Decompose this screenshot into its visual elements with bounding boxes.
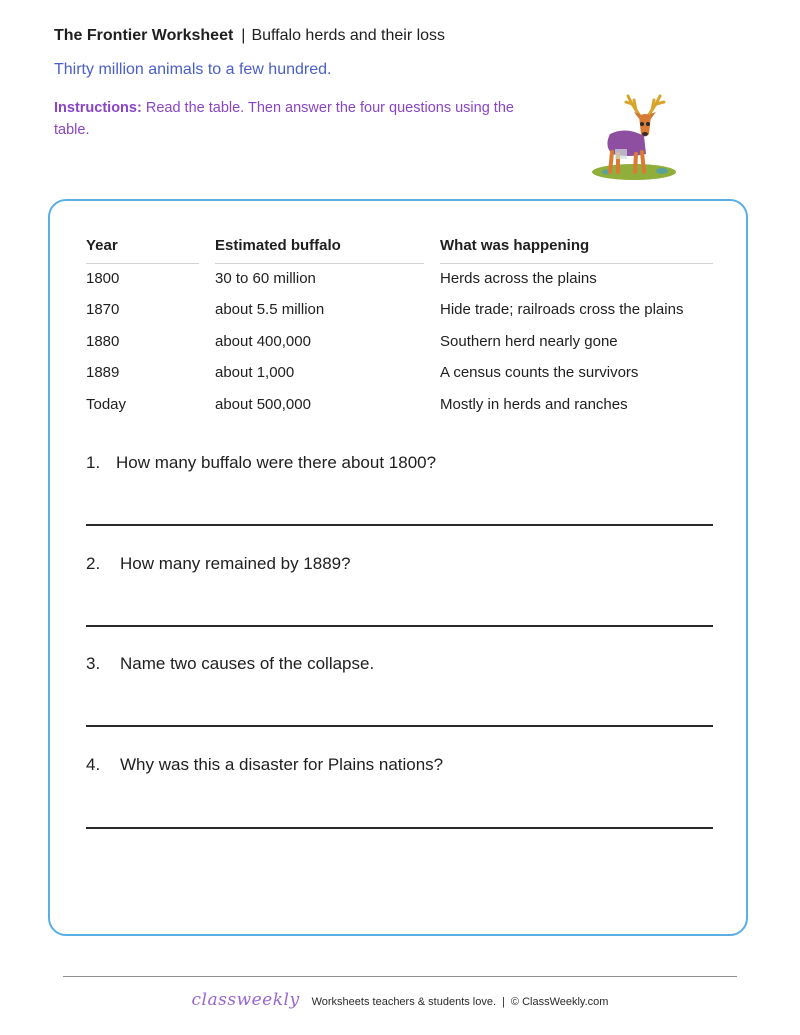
- event-cell: Herds across the plains: [440, 270, 597, 287]
- question-number: 4.: [86, 755, 101, 774]
- deer-icon: [588, 94, 680, 184]
- column-header-what-was-happening: What was happening: [440, 237, 590, 254]
- buffalo-count-cell: about 1,000: [215, 364, 295, 381]
- instructions-label: Instructions:: [54, 100, 142, 116]
- question-3: [86, 654, 374, 674]
- instructions: [54, 97, 534, 141]
- year-cell: 1880: [86, 333, 120, 350]
- column-header-year: Year: [86, 237, 118, 254]
- buffalo-count-cell: about 5.5 million: [215, 301, 325, 318]
- event-cell: Hide trade; railroads cross the plains: [440, 301, 684, 318]
- brand-logo: classweekly: [191, 990, 300, 1010]
- question-4: [86, 755, 443, 775]
- year-cell: Today: [86, 396, 127, 413]
- column-header-estimated-buffalo: Estimated buffalo: [215, 237, 341, 254]
- question-1: [86, 453, 436, 473]
- answer-line-4[interactable]: [86, 827, 713, 829]
- header-divider: [215, 263, 424, 264]
- topic-title: Buffalo herds and their loss: [251, 27, 446, 44]
- question-text: Name two causes of the collapse.: [120, 654, 375, 673]
- question-number: 2.: [86, 554, 101, 573]
- buffalo-count-cell: 30 to 60 million: [215, 270, 316, 287]
- footer-separator: |: [502, 996, 505, 1008]
- question-text: How many remained by 1889?: [120, 554, 351, 573]
- footer-copyright: © ClassWeekly.com: [510, 996, 609, 1008]
- subtitle: Thirty million animals to a few hundred.: [54, 61, 332, 78]
- worksheet-header: [54, 27, 445, 45]
- buffalo-count-cell: about 400,000: [215, 333, 311, 350]
- buffalo-count-cell: about 500,000: [215, 396, 311, 413]
- footer-divider: [63, 976, 737, 977]
- answer-line-1[interactable]: [86, 524, 713, 526]
- year-cell: 1870: [86, 301, 120, 318]
- question-number: 1.: [86, 453, 101, 472]
- question-number: 3.: [86, 654, 101, 673]
- footer-tagline: Worksheets teachers & students love.: [311, 996, 497, 1008]
- header-separator: |: [241, 27, 246, 44]
- question-text: How many buffalo were there about 1800?: [116, 453, 437, 472]
- answer-line-2[interactable]: [86, 625, 713, 627]
- header-divider: [86, 263, 199, 264]
- footer: [0, 990, 800, 1010]
- question-2: [86, 554, 351, 574]
- question-text: Why was this a disaster for Plains nations?: [120, 755, 444, 774]
- year-cell: 1800: [86, 270, 120, 287]
- instructions-text: Read the table. Then answer the four questions using the table.: [54, 100, 514, 138]
- answer-line-3[interactable]: [86, 725, 713, 727]
- event-cell: A census counts the survivors: [440, 364, 639, 381]
- year-cell: 1889: [86, 364, 120, 381]
- event-cell: Mostly in herds and ranches: [440, 396, 628, 413]
- series-title: The Frontier Worksheet: [54, 27, 234, 44]
- header-divider: [440, 263, 713, 264]
- event-cell: Southern herd nearly gone: [440, 333, 618, 350]
